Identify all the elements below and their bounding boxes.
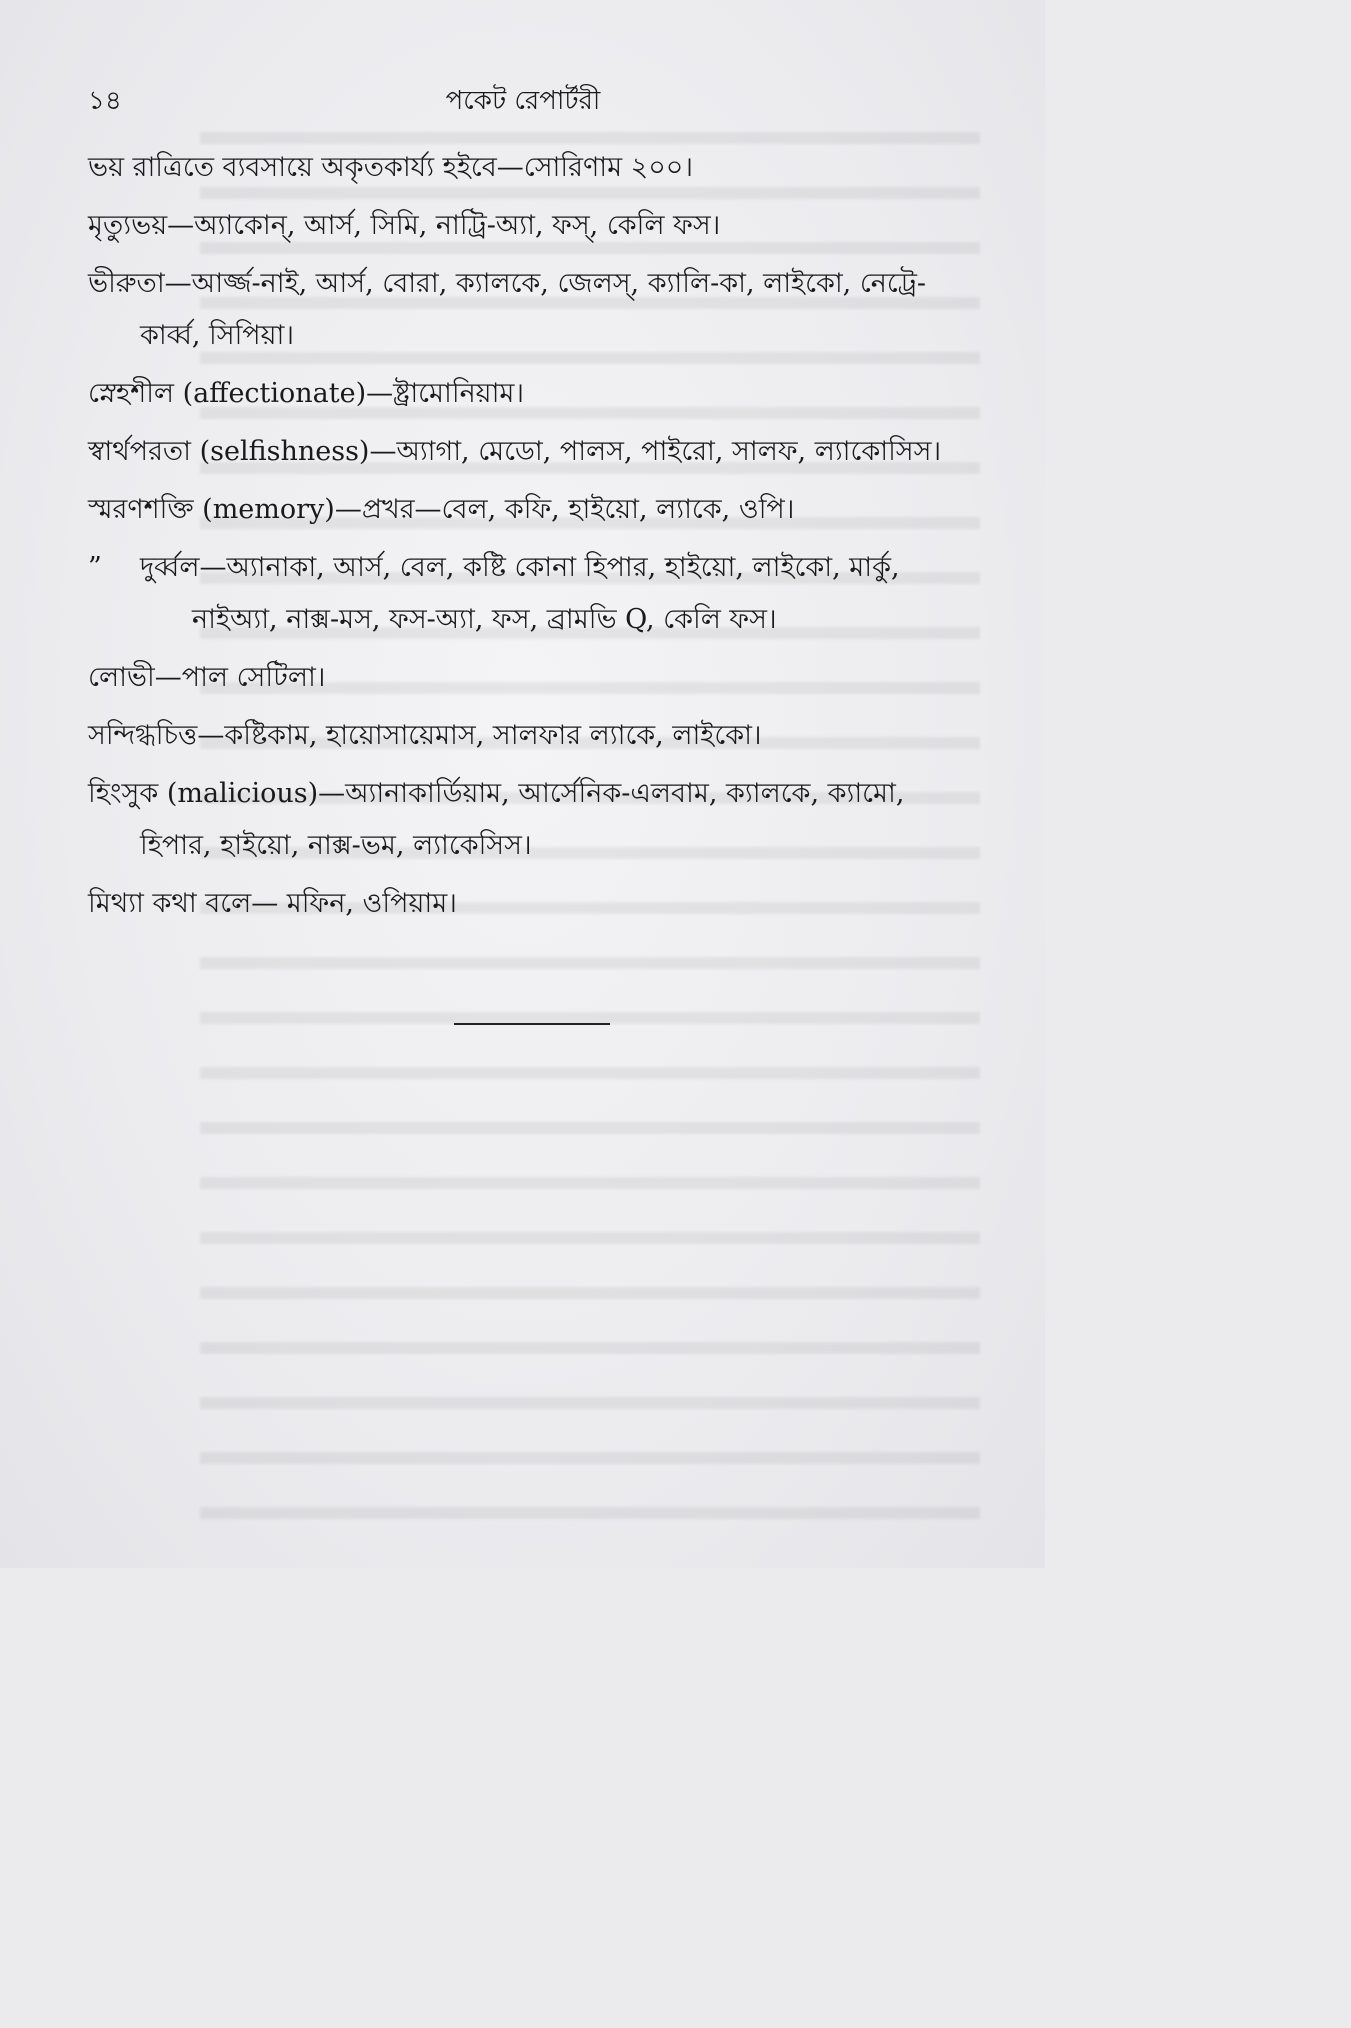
entry-greedy: লোভী—পাল সেটিলা।: [88, 662, 326, 693]
entry-affectionate: স্নেহশীল (affectionate)—ষ্ট্রামোনিয়াম।: [88, 378, 525, 409]
entry-selfishness: স্বার্থপরতা (selfishness)—অ্যাগা, মেডো, পালস, পাইরো, সালফ, ল্যাকোসিস।: [88, 436, 942, 467]
entry-memory-weak-text: দুর্ব্বল—অ্যানাকা, আর্স, বেল, কষ্টি কোনা হিপার, হাইয়ো, লাইকো, মার্কু, নাইঅ্যা, নাক্স-মস, ফস-অ্যা, ফস, ব্রামভি Q, কেলি ফস।: [140, 552, 900, 635]
entry-lies: মিথ্যা কথা বলে— মফিন, ওপিয়াম।: [88, 888, 457, 919]
entry-fear-failure-business: ভয় রাত্রিতে ব্যবসায়ে অকৃতকার্য্য হইবে—সোরিণাম ২০০।: [88, 152, 693, 183]
entry-fear-of-death: মৃত্যুভয়—অ্যাকোন্, আর্স, সিমি, নাট্রি-অ্যা, ফস্, কেলি ফস।: [88, 210, 721, 241]
repertory-text: [88, 142, 968, 936]
entry-memory-sharp: স্মরণশক্তি (memory)—প্রখর—বেল, কফি, হাইয়ো, ল্যাকে, ওপি।: [88, 494, 795, 525]
ditto-mark: ”: [88, 552, 102, 583]
running-title: পকেট রেপার্টরী: [445, 86, 601, 116]
entry-timidity: ভীরুতা—আর্জ্জ-নাই, আর্স, বোরা, ক্যালকে, জেলস্, ক্যালি-কা, লাইকো, নেট্রে-কার্ব্ব, সিপিয়া।: [88, 268, 927, 351]
section-divider-rule: [454, 1023, 610, 1025]
entry-malicious: হিংসুক (malicious)—অ্যানাকার্ডিয়াম, আর্সেনিক-এলবাম, ক্যালকে, ক্যামো, হিপার, হাইয়ো, নাক্স-ভম, ল্যাকেসিস।: [88, 778, 905, 861]
page-header: [88, 80, 958, 120]
entry-memory-weak: [88, 542, 968, 646]
page-number: ১৪: [88, 86, 122, 116]
entry-suspicious: সন্দিগ্ধচিত্ত—কষ্টিকাম, হায়োসায়েমাস, সালফার ল্যাকে, লাইকো।: [88, 720, 762, 751]
